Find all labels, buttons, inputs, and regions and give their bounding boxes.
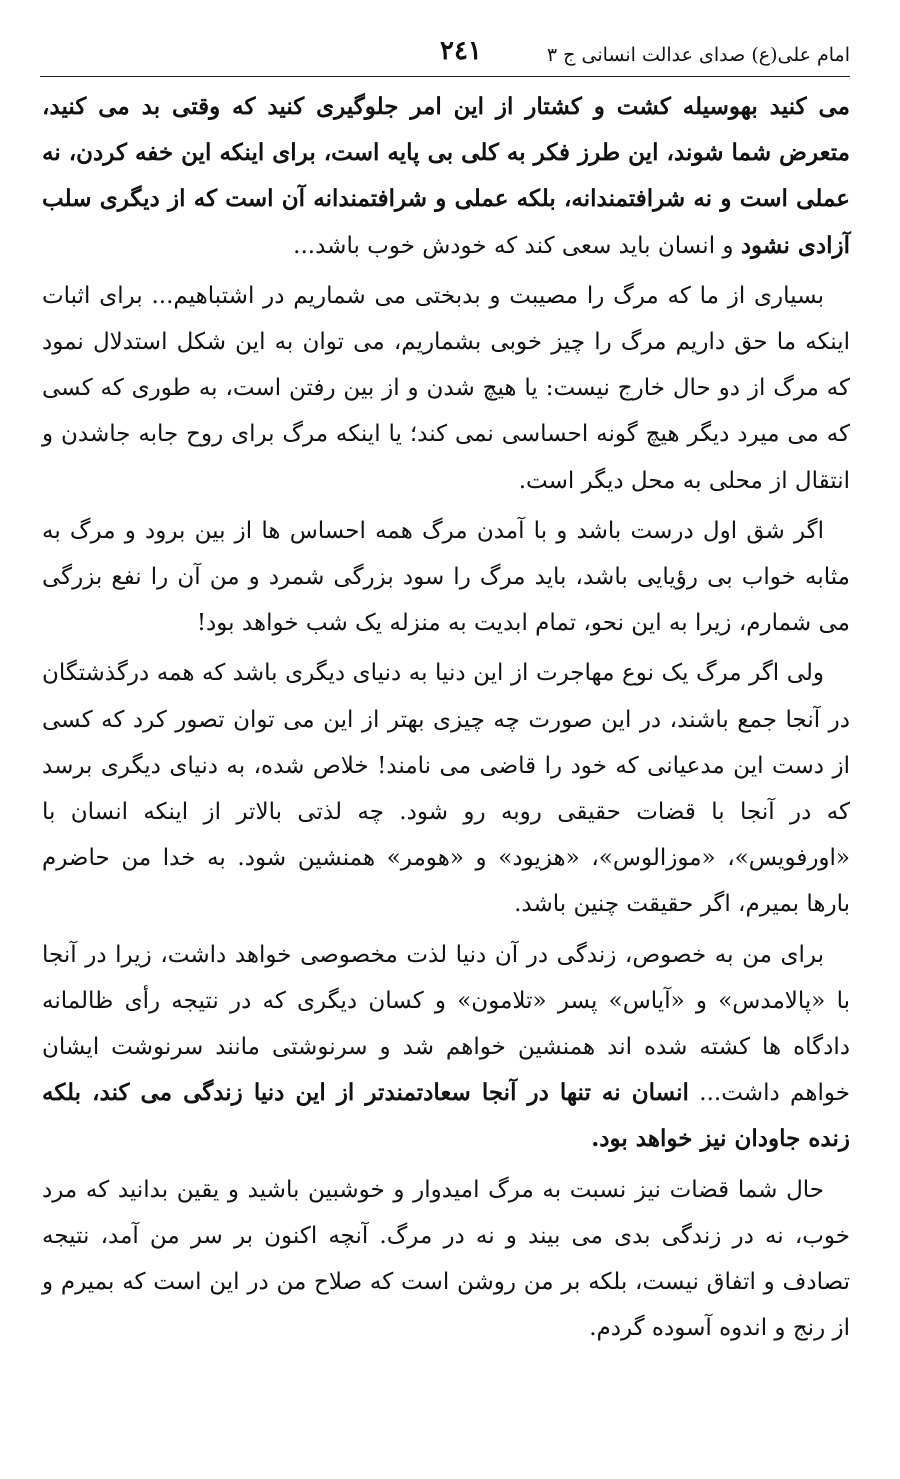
body-text: برای من به خصوص، زندگی در آن دنیا لذت مخصوصی خواهد داشت، زیرا در آنجا با «پالامدس» و «آیاس» پسر «تلامون» و کسان دیگری که در نتیجه رأی ظالمانه دادگاه ها کشته شده اند همنشین خواهم شد و سرنوشتی مانند سرنوشت ایشان خواهم داشت... [42, 941, 850, 1107]
paragraph-6 [42, 1167, 850, 1352]
body-text: حال شما قضات نیز نسبت به مرگ امیدوار و خوشبین باشید و یقین بدانید که مرد خوب، نه در زندگی بدی می بیند و نه در مرگ. آنچه اکنون بر سر من آمد، نتیجه تصادف و اتفاق نیست، بلکه بر من روشن است که صلاح من در این است که بمیرم و از رنج و اندوه آسوده گردم. [42, 1176, 850, 1342]
page-number: ۲٤۱ [440, 36, 482, 66]
bold-text: می کنید بهوسیله کشت و کشتار از این امر جلوگیری کنید که وقتی بد می کنید، متعرض شما شوند، این طرز فکر به کلی بی پایه است، برای اینکه این خفه کردن، نه عملی است و نه شرافتمندانه، بلکه عملی و شرافتمندانه آن است که از دیگری سلب آزادی نشود [42, 93, 850, 259]
paragraph-5 [42, 932, 850, 1163]
paragraph-4 [42, 650, 850, 927]
paragraph-2 [42, 273, 850, 504]
body-text: ولی اگر مرگ یک نوع مهاجرت از این دنیا به دنیای دیگری باشد که همه درگذشتگان در آنجا جمع باشند، در این صورت چه چیزی بهتر از این می توان تصور کرد که کسی از دست این مدعیانی که خود را قاضی می نامند! خلاص شده، به دنیای دیگری برسد که در آنجا با قضات حقیقی روبه رو شود. چه لذتی بالاتر از اینکه انسان با «اورفویس»، «موزالوس»، «هزیود» و «هومر» همنشین شود. به خدا من حاضرم بارها بمیرم، اگر حقیقت چنین باشد. [42, 660, 850, 918]
paragraph-3 [42, 508, 850, 647]
running-title: امام علی(ع) صدای عدالت انسانی ج ۳ [546, 44, 850, 66]
page-header [40, 36, 850, 77]
page-body [42, 84, 850, 1355]
body-text: و انسان باید سعی کند که خودش خوب باشد... [293, 232, 741, 259]
bold-text: انسان نه تنها در آنجا سعادتمندتر از این دنیا زندگی می کند، بلکه زنده جاودان نیز خواهد بود. [42, 1079, 850, 1153]
body-text: بسیاری از ما که مرگ را مصیبت و بدبختی می شماریم در اشتباهیم... برای اثبات اینکه ما حق داریم مرگ را چیز خوبی بشماریم، می توان به این شکل استدلال نمود که مرگ از دو حال خارج نیست: یا هیچ شدن و از بین رفتن است، به طوری که کسی که می میرد دیگر هیچ گونه احساسی نمی کند؛ یا اینکه مرگ برای روح جابه جاشدن و انتقال از محلی به محل دیگر است. [42, 282, 851, 494]
body-text: اگر شق اول درست باشد و با آمدن مرگ همه احساس ها از بین برود و مرگ به مثابه خواب بی رؤیایی باشد، باید مرگ را سود بزرگی شمرد و من آن را نفع بزرگی می شمارم، زیرا به این نحو، تمام ابدیت به منزله یک شب خواهد بود! [42, 517, 850, 637]
paragraph-1 [42, 84, 850, 269]
